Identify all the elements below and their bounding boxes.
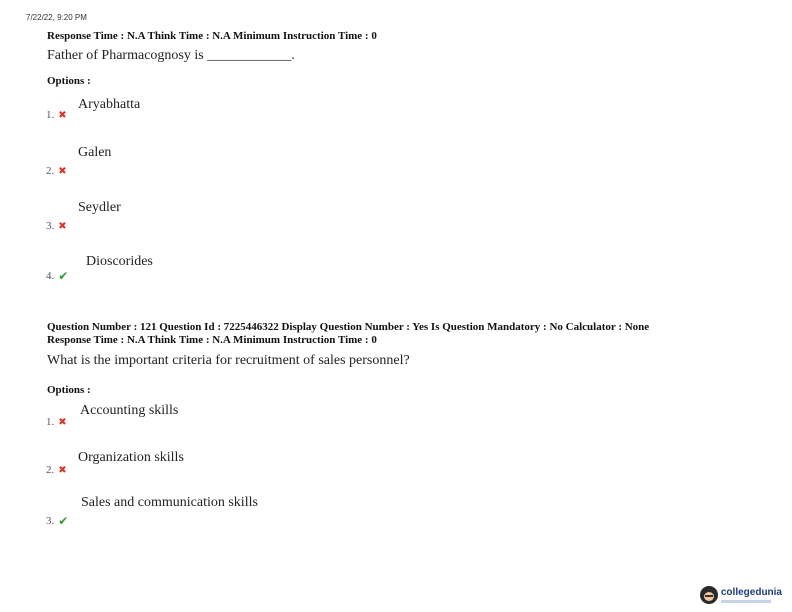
q2-option-1-number [46, 416, 67, 428]
logo-name: collegedunia [720, 586, 782, 598]
question-2-text: What is the important criteria for recruitment of sales personnel? [47, 353, 410, 368]
correct-icon: ✔ [58, 269, 69, 283]
option-number: 2. [46, 464, 55, 476]
q2-option-3-text: Sales and communication skills [81, 495, 258, 510]
question-2-timing: Response Time : N.A Think Time : N.A Minimum Instruction Time : 0 [47, 334, 377, 346]
wrong-icon: ✖ [58, 165, 67, 177]
wrong-icon: ✖ [58, 109, 67, 121]
q2-option-3-number [46, 514, 68, 528]
q1-option-1-number [46, 109, 67, 121]
q1-option-1-text: Aryabhatta [78, 97, 141, 112]
logo-text-block [721, 588, 782, 603]
question-1-options-label: Options : [47, 75, 91, 87]
wrong-icon: ✖ [58, 416, 67, 428]
option-number: 4. [46, 270, 55, 282]
collegedunia-logo [700, 586, 782, 604]
mascot-icon [700, 586, 718, 604]
correct-icon: ✔ [58, 514, 69, 528]
wrong-icon: ✖ [58, 464, 67, 476]
logo-tagline [721, 600, 771, 603]
wrong-icon: ✖ [58, 220, 67, 232]
q2-option-1-text: Accounting skills [80, 403, 179, 418]
q1-option-2-number [46, 165, 67, 177]
option-number: 2. [46, 165, 55, 177]
q1-option-3-number [46, 220, 67, 232]
option-number: 3. [46, 220, 55, 232]
q2-option-2-number [46, 464, 67, 476]
option-number: 1. [46, 416, 55, 428]
question-1-meta: Response Time : N.A Think Time : N.A Minimum Instruction Time : 0 [47, 30, 377, 42]
q1-option-4-text: Dioscorides [86, 254, 153, 269]
option-number: 3. [46, 515, 55, 527]
print-timestamp: 7/22/22, 9:20 PM [26, 13, 87, 22]
question-1-text: Father of Pharmacognosy is ____________. [47, 48, 295, 63]
q1-option-4-number [46, 269, 68, 283]
q1-option-2-text: Galen [78, 145, 112, 160]
option-number: 1. [46, 109, 55, 121]
question-2-meta: Question Number : 121 Question Id : 7225446322 Display Question Number : Yes Is Question Mandatory : No Calculator : None [47, 321, 650, 333]
question-2-options-label: Options : [47, 384, 91, 396]
q2-option-2-text: Organization skills [78, 450, 184, 465]
q1-option-3-text: Seydler [78, 200, 121, 215]
